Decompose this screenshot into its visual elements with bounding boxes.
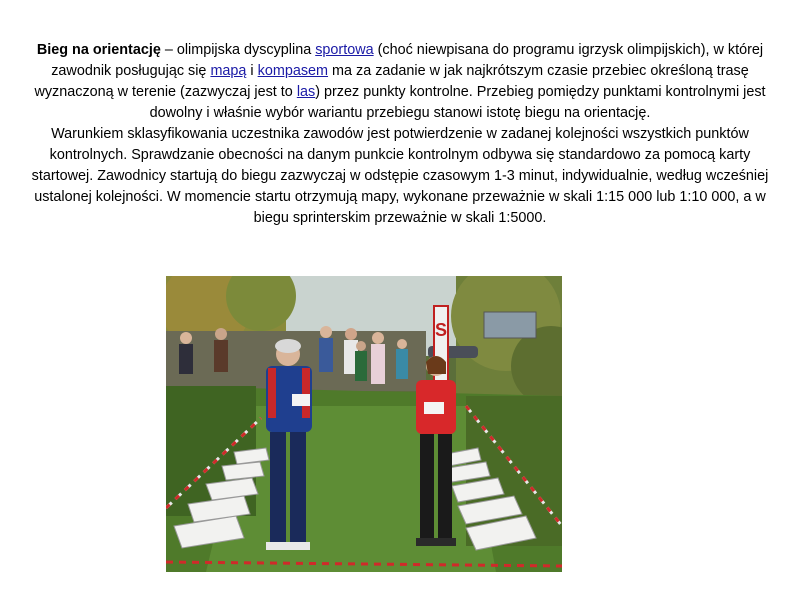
flag-letter: S	[434, 320, 448, 340]
text-segment: – olimpijska dyscyplina	[160, 42, 316, 58]
term-heading: Bieg na orientację	[36, 42, 161, 58]
paragraph-definition	[30, 40, 770, 124]
link-las[interactable]: las	[296, 84, 316, 100]
link-sportowa[interactable]: sportowa	[315, 42, 374, 58]
map-sheet	[292, 394, 310, 406]
text-segment: i	[246, 63, 258, 79]
text-segment: ma za zadanie w jak najkrótszym czasie przebiec określoną trasę wyznaczoną w terenie (zazwyczaj jest to	[34, 63, 749, 100]
text-segment: (choć niewpisana do programu igrzysk olimpijskich), w której zawodnik posługując się	[51, 42, 764, 79]
paragraph-rules: Warunkiem sklasyfikowania uczestnika zawodów jest potwierdzenie w zadanej kolejności wszystkich punktów kontrolnych. Sprawdzanie obecności na danym punkcie kontrolnym odbywa się standardowo za pomocą karty startowej. Zawodnicy startują do biegu zazwyczaj w odstępie czasowym 1-3 minut, indywidualnie, według wcześniej ustalonej kolejności. W momencie startu otrzymują mapy, wykonane przeważnie w skali 1:15 000 lub 1:10 000, a w biegu sprinterskim przeważnie w skali 1:5000.	[31, 126, 769, 226]
orienteering-photo	[166, 276, 562, 572]
cap	[275, 339, 301, 353]
link-mapa[interactable]: mapą	[210, 63, 247, 79]
slide-text	[30, 40, 770, 229]
photo-illustration	[166, 276, 562, 572]
signboard	[484, 312, 536, 338]
link-kompasem[interactable]: kompasem	[257, 63, 329, 79]
text-segment: ) przez punkty kontrolne. Przebieg pomiędzy punktami kontrolnymi jest dowolny i właśnie wybór wariantu przebiegu stanowi istotę biegu na orientację.	[149, 84, 766, 121]
